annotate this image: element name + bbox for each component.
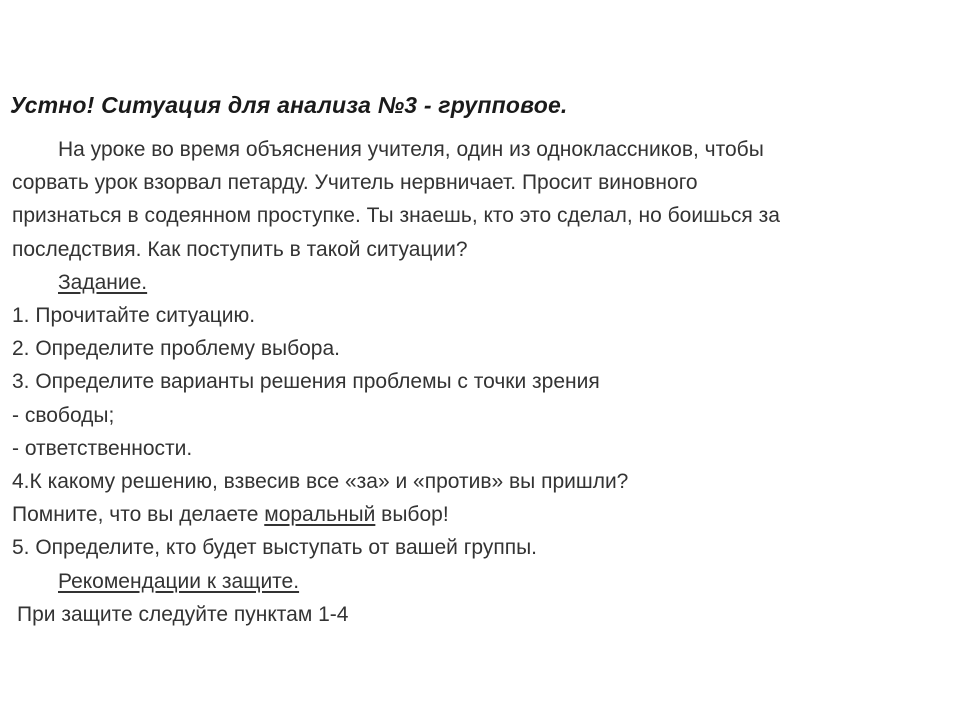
- reminder-text-after: выбор!: [375, 503, 449, 527]
- slide-title: Устно! Ситуация для анализа №3 - групповое.: [10, 92, 568, 118]
- slide-body: [12, 133, 932, 631]
- recommendations-heading-row: [12, 565, 932, 598]
- reminder-text-before: Помните, что вы делаете: [12, 503, 265, 527]
- task-heading-row: [12, 266, 932, 299]
- task-item-1: 1. Прочитайте ситуацию.: [12, 304, 256, 328]
- situation-line-2: сорвать урок взорвал петарду. Учитель нервничает. Просит виновного: [12, 171, 698, 195]
- situation-line-4: последствия. Как поступить в такой ситуации?: [12, 237, 468, 261]
- recommendations-text: При защите следуйте пунктам 1-4: [17, 602, 349, 626]
- task-item-4: 4.К какому решению, взвесив все «за» и «против» вы пришли?: [12, 470, 629, 494]
- recommendations-heading: Рекомендации к защите.: [58, 569, 300, 593]
- task-item-5: 5. Определите, кто будет выступать от вашей группы.: [12, 536, 537, 560]
- task-item-3-freedom: - свободы;: [12, 403, 115, 427]
- reminder-underlined-word: моральный: [264, 503, 376, 527]
- task-item-3: 3. Определите варианты решения проблемы с точки зрения: [12, 370, 600, 394]
- situation-line-3: признаться в содеянном проступке. Ты знаешь, кто это сделал, но боишься за: [12, 204, 780, 228]
- task-item-2: 2. Определите проблему выбора.: [12, 337, 340, 361]
- task-heading: Задание.: [58, 270, 148, 294]
- task-item-3-responsibility: - ответственности.: [12, 436, 193, 460]
- situation-line-1: На уроке во время объяснения учителя, один из одноклассников, чтобы: [58, 138, 764, 161]
- task-reminder: [12, 498, 932, 531]
